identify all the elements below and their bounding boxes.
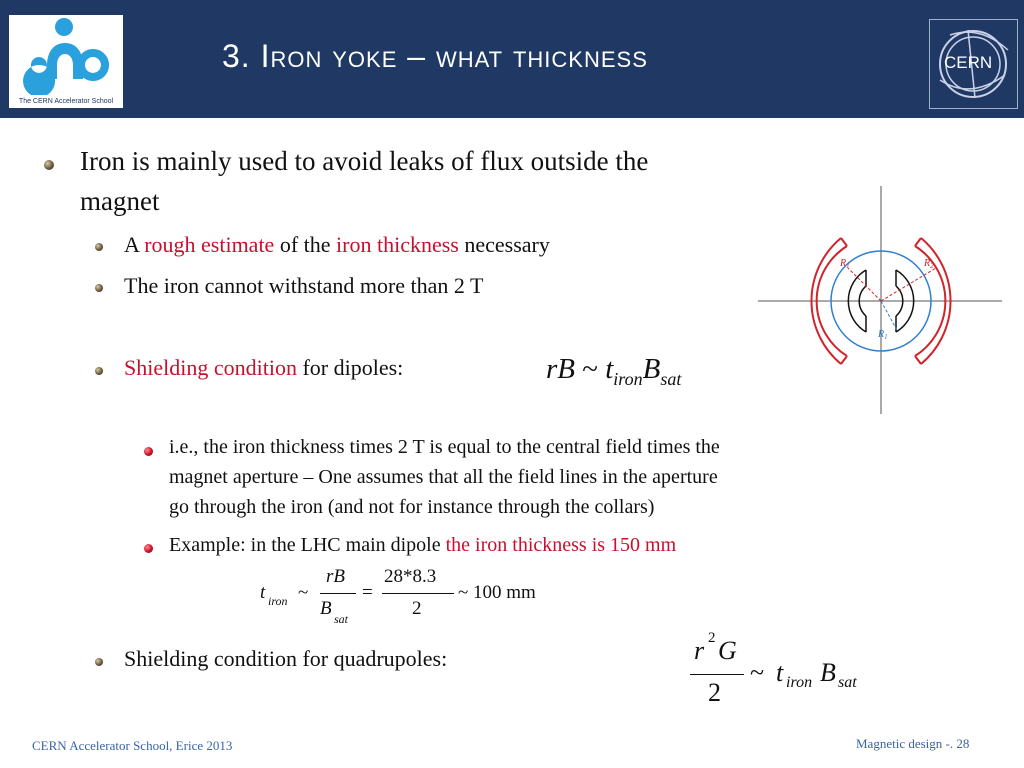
cern-logo-text: CERN (944, 53, 993, 72)
formula-term: B (642, 353, 661, 385)
formula-term: rB (326, 566, 345, 587)
text-span: A (124, 232, 145, 257)
formula-quadrupole (686, 630, 886, 710)
formula-term: t (260, 582, 266, 603)
bullet-text-quad-shielding: Shielding condition for quadrupoles: (124, 646, 448, 671)
bullet-line: go through the iron (and not for instance through the collars) (169, 496, 655, 518)
text-span-red: the iron thickness is 150 mm (445, 534, 677, 556)
formula-term: 2 (412, 598, 422, 619)
formula-term: 2 (708, 678, 721, 707)
bullet-text-dipole-shielding (124, 353, 403, 383)
label-r-sub: 1 (884, 333, 888, 341)
bullet-text-iron-use (80, 141, 648, 221)
label-r-letter: R (924, 258, 931, 269)
header-bar (0, 0, 1024, 118)
footer-left: CERN Accelerator School, Erice 2013 (32, 738, 233, 753)
formula-example (258, 566, 578, 628)
text-span: of the (274, 232, 337, 257)
bullet-level2 (95, 284, 103, 292)
formula-subscript: sat (660, 368, 682, 389)
fraction-bar (690, 674, 744, 675)
dipole-cross-section-diagram (758, 186, 1004, 414)
fraction-bar (320, 593, 356, 594)
bullet-line: magnet aperture – One assumes that all the field lines in the aperture (169, 466, 718, 488)
bullet-text-2T: The iron cannot withstand more than 2 T (124, 273, 484, 298)
footer-page-number: Magnetic design -. 28 (856, 736, 970, 751)
formula-term: G (718, 636, 737, 665)
formula-subscript: iron (613, 368, 643, 389)
text-span-red: iron thickness (336, 232, 459, 257)
text-span: necessary (458, 232, 550, 257)
formula-term: = (362, 582, 373, 603)
slide-title: 3. Iron yoke – what thickness (222, 38, 648, 74)
bullet-level2 (95, 367, 103, 375)
formula-term: 28*8.3 (384, 566, 437, 587)
formula-term: ~ (298, 582, 309, 603)
text-span: for dipoles: (296, 355, 404, 380)
cas-logo (9, 15, 123, 108)
cas-logo-icon (9, 15, 123, 95)
bullet-line: i.e., the iron thickness times 2 T is equal to the central field times the (169, 436, 720, 458)
bullet-text-ie (169, 432, 720, 522)
bullet-level3 (144, 447, 153, 456)
formula-term: rB (546, 353, 575, 385)
cern-logo (929, 19, 1018, 109)
formula-term: r (694, 636, 705, 665)
bullet-level2 (95, 243, 103, 251)
label-r-letter: R (878, 329, 885, 340)
label-r1-bottom (877, 329, 888, 341)
bullet-text-example (169, 530, 676, 560)
formula-subscript: iron (786, 674, 813, 691)
fraction-bar (382, 593, 454, 594)
formula-term: ~ (750, 658, 765, 687)
formula-superscript: 2 (708, 630, 716, 646)
formula-term: t (605, 353, 614, 385)
formula-term: t (776, 658, 784, 687)
formula-term: B (320, 598, 332, 619)
formula-term: B (820, 658, 836, 687)
formula-subscript: iron (268, 594, 288, 608)
formula-subscript: sat (838, 674, 857, 691)
formula-term: ~ 100 mm (458, 582, 536, 603)
bullet-line: magnet (80, 186, 160, 216)
bullet-line: Iron is mainly used to avoid leaks of flux outside the (80, 146, 649, 176)
label-r2 (923, 258, 934, 270)
formula-subscript: sat (334, 612, 349, 626)
label-r1-top (839, 258, 850, 270)
bullet-level1 (44, 160, 54, 170)
text-span-red: Shielding condition (124, 355, 297, 380)
bullet-text-rough-estimate (124, 230, 550, 260)
logo-caption: The CERN Accelerator School (18, 98, 114, 105)
formula-dipole (546, 353, 681, 390)
text-span: Example: in the LHC main dipole (169, 534, 446, 556)
bullet-level3 (144, 544, 153, 553)
label-r-letter: R (840, 258, 847, 269)
text-span-red: rough estimate (144, 232, 275, 257)
bullet-level2 (95, 658, 103, 666)
formula-term: ~ (582, 353, 598, 385)
label-r-sub: 1 (846, 262, 850, 270)
label-r-sub: 2 (930, 262, 934, 270)
